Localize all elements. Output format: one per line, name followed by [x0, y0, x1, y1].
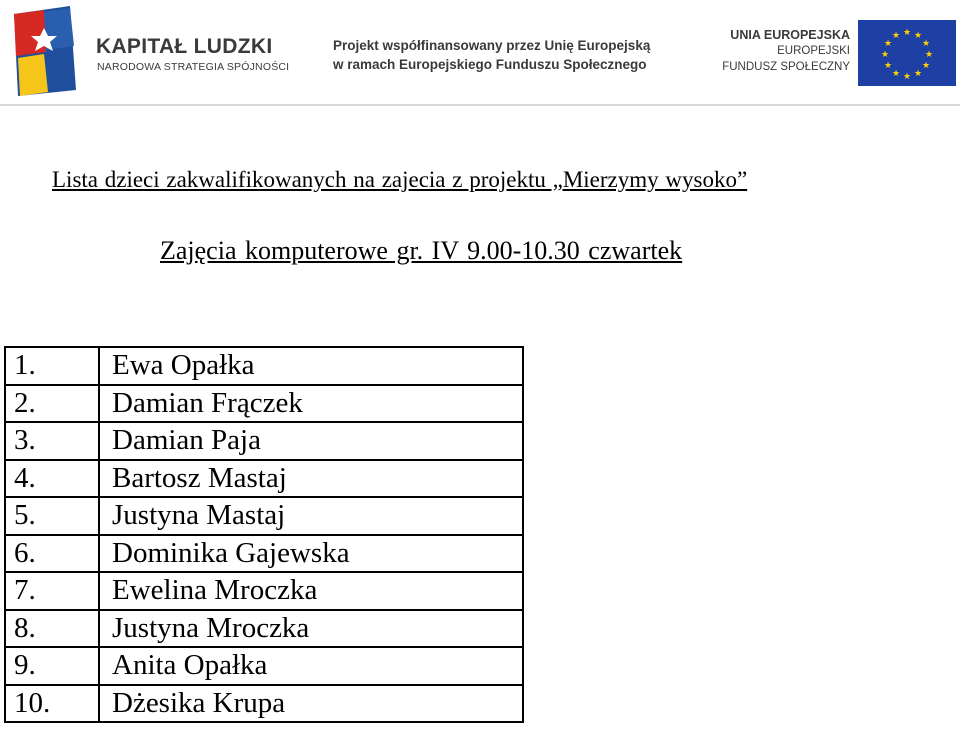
row-number: 8.: [5, 610, 99, 648]
table-row: [5, 422, 523, 460]
svg-text:★: ★: [883, 39, 893, 49]
svg-text:★: ★: [924, 50, 934, 60]
child-name: Bartosz Mastaj: [99, 460, 523, 498]
kapital-ludzki-title: KAPITAŁ LUDZKI: [96, 35, 273, 58]
table-row: [5, 572, 523, 610]
svg-text:★: ★: [921, 39, 931, 49]
svg-text:★: ★: [891, 31, 901, 41]
table-row: [5, 347, 523, 385]
svg-text:★: ★: [880, 50, 890, 60]
child-name: Justyna Mroczka: [99, 610, 523, 648]
row-number: 9.: [5, 647, 99, 685]
document-subtitle: Zajęcia komputerowe gr. IV 9.00-10.30 czwartek: [160, 236, 683, 265]
row-number: 5.: [5, 497, 99, 535]
eu-flag-icon: [858, 20, 956, 86]
svg-text:★: ★: [891, 69, 901, 79]
row-number: 2.: [5, 385, 99, 423]
qualified-children-table: [4, 346, 524, 723]
document-title: Lista dzieci zakwalifikowanych na zajecia z projektu „Mierzymy wysoko”: [52, 167, 748, 192]
table-row: [5, 535, 523, 573]
row-number: 7.: [5, 572, 99, 610]
eu-fund-label-1: EUROPEJSKI: [777, 45, 850, 57]
svg-text:★: ★: [883, 61, 893, 71]
kapital-ludzki-subtitle: NARODOWA STRATEGIA SPÓJNOŚCI: [97, 61, 290, 73]
row-number: 4.: [5, 460, 99, 498]
table-row: [5, 497, 523, 535]
svg-text:★: ★: [913, 31, 923, 41]
child-name: Ewa Opałka: [99, 347, 523, 385]
child-name: Dominika Gajewska: [99, 535, 523, 573]
table-row: [5, 647, 523, 685]
project-cofinancing-line-1: Projekt współfinansowany przez Unię Europejską: [333, 38, 651, 53]
child-name: Justyna Mastaj: [99, 497, 523, 535]
svg-text:★: ★: [902, 28, 912, 38]
row-number: 6.: [5, 535, 99, 573]
child-name: Dżesika Krupa: [99, 685, 523, 723]
table-row: [5, 610, 523, 648]
logo-header: [0, 0, 960, 106]
child-name: Damian Paja: [99, 422, 523, 460]
project-cofinancing-line-2: w ramach Europejskiego Funduszu Społecznego: [333, 57, 647, 72]
child-name: Damian Frączek: [99, 385, 523, 423]
eu-fund-label-2: FUNDUSZ SPOŁECZNY: [722, 61, 850, 73]
row-number: 1.: [5, 347, 99, 385]
table-row: [5, 685, 523, 723]
child-name: Ewelina Mroczka: [99, 572, 523, 610]
child-name: Anita Opałka: [99, 647, 523, 685]
kapital-ludzki-logo-icon: [14, 6, 76, 96]
row-number: 3.: [5, 422, 99, 460]
svg-text:★: ★: [902, 72, 912, 82]
table-row: [5, 385, 523, 423]
eu-union-label: UNIA EUROPEJSKA: [730, 28, 850, 42]
svg-text:★: ★: [921, 61, 931, 71]
svg-text:★: ★: [913, 69, 923, 79]
row-number: 10.: [5, 685, 99, 723]
table-row: [5, 460, 523, 498]
